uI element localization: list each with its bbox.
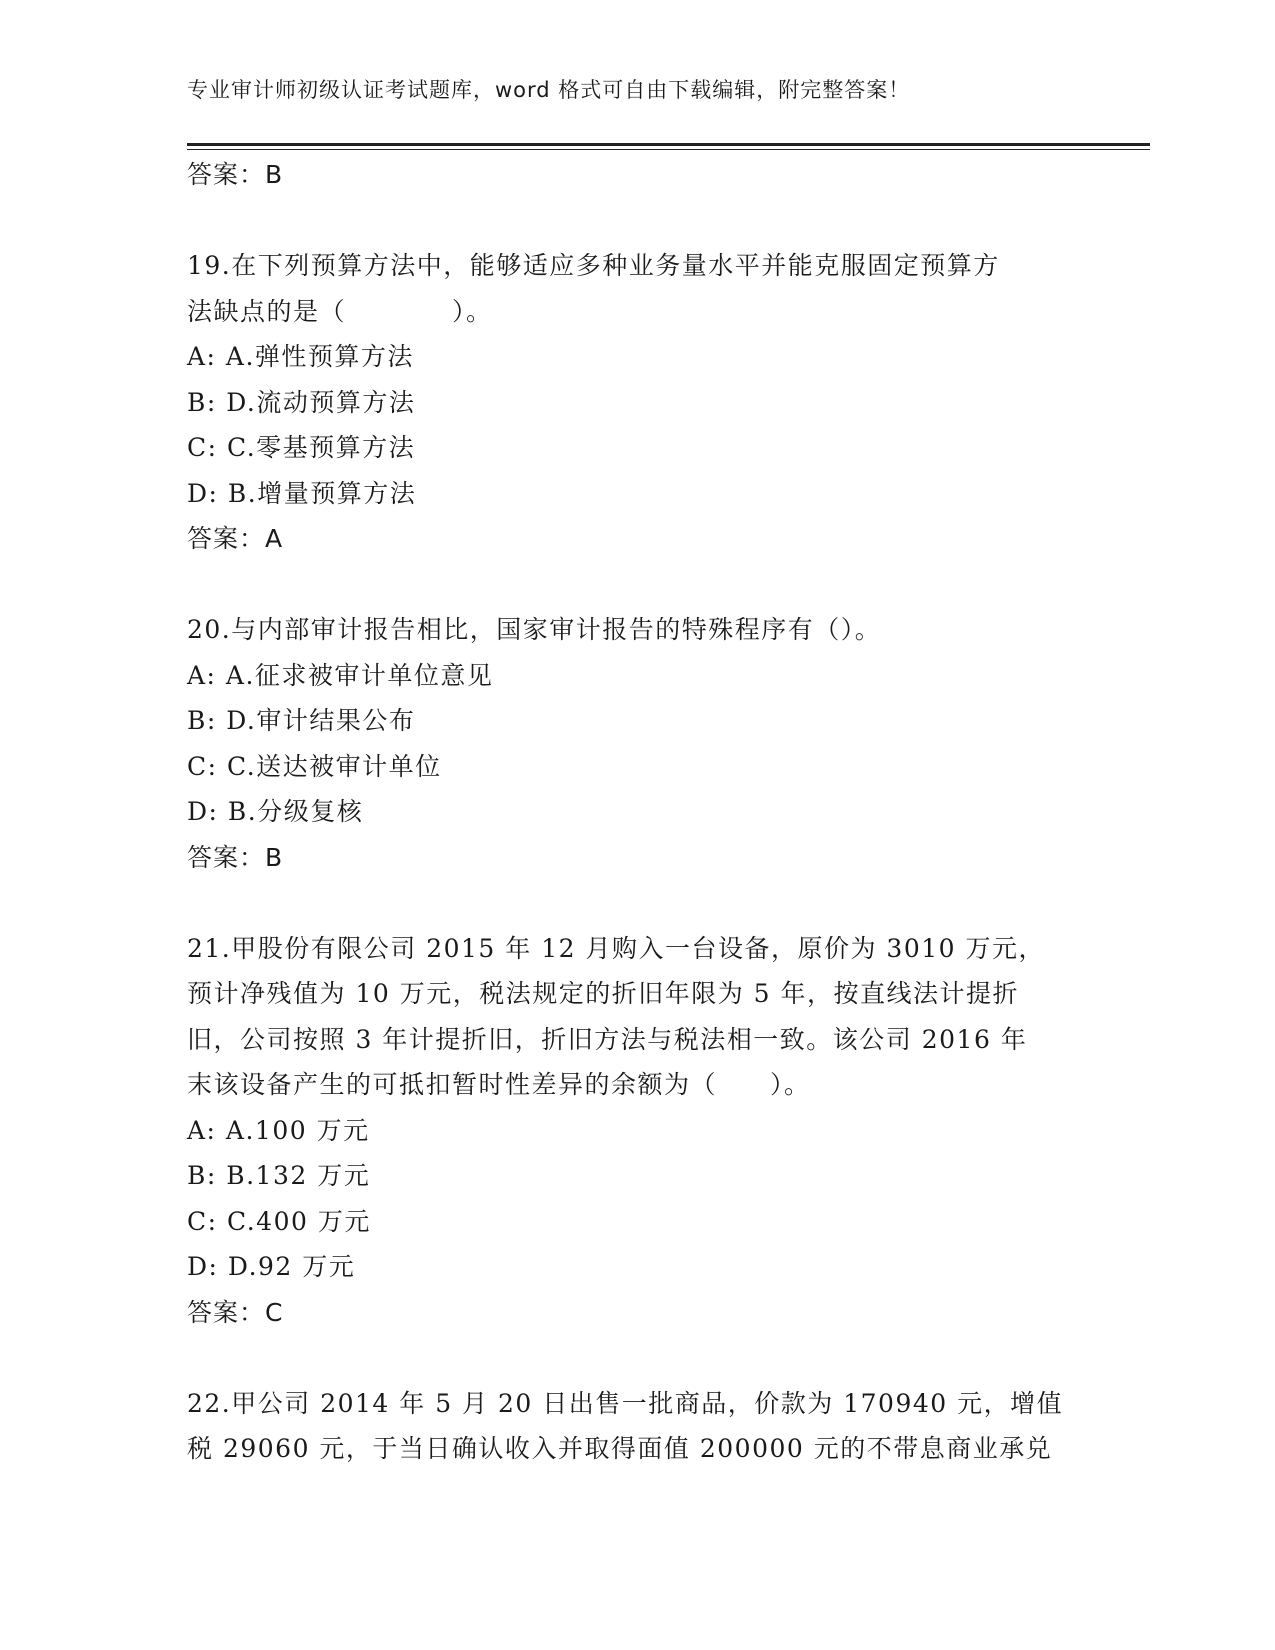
answer-line: 答案：B (187, 160, 284, 189)
question-stem-line: 法缺点的是（ ）。 (187, 296, 493, 326)
option-d: D: B.增量预算方法 (187, 478, 417, 508)
option-b: B: D.审计结果公布 (187, 706, 416, 735)
question-stem-line: 21.甲股份有限公司 2015 年 12 月购入一台设备，原价为 3010 万元， (187, 933, 1045, 963)
question-stem-line: 19.在下列预算方法中，能够适应多种业务量水平并能克服固定预算方 (187, 251, 1000, 280)
option-a: A: A.弹性预算方法 (187, 342, 414, 371)
option-d: D: B.分级复核 (187, 797, 364, 826)
question-21 (187, 926, 1087, 1336)
option-a: A: A.100 万元 (187, 1115, 370, 1145)
spacer (187, 562, 1087, 608)
answer-line: 答案：A (187, 524, 284, 553)
question-stem-line: 税 29060 元，于当日确认收入并取得面值 200000 元的不带息商业承兑 (187, 1434, 1053, 1463)
page-header: 专业审计师初级认证考试题库，word 格式可自由下载编辑，附完整答案！ (187, 78, 911, 102)
spacer (187, 1335, 1087, 1381)
answer-line: 答案：B (187, 842, 284, 872)
option-c: C: C.零基预算方法 (187, 433, 416, 462)
question-stem-line: 末该设备产生的可抵扣暂时性差异的余额为（ ）。 (187, 1070, 811, 1099)
option-c: C: C.400 万元 (187, 1206, 371, 1236)
question-stem-line: 旧，公司按照 3 年计提折旧，折旧方法与税法相一致。该公司 2016 年 (187, 1024, 1028, 1054)
header-rule-thin (187, 149, 1150, 150)
header-rule-thick (187, 143, 1150, 146)
spacer (187, 198, 1087, 244)
question-20 (187, 607, 1087, 880)
option-d: D: D.92 万元 (187, 1252, 356, 1281)
option-c: C: C.送达被审计单位 (187, 751, 442, 781)
question-stem-line: 22.甲公司 2014 年 5 月 20 日出售一批商品，价款为 170940 元，增值 (187, 1388, 1064, 1418)
question-stem-line: 预计净残值为 10 万元，税法规定的折旧年限为 5 年，按直线法计提折 (187, 979, 1020, 1008)
option-a: A: A.征求被审计单位意见 (187, 660, 494, 690)
question-list (187, 152, 1087, 1472)
spacer (187, 880, 1087, 926)
answer-line: 答案：C (187, 1297, 284, 1327)
option-b: B: D.流动预算方法 (187, 387, 416, 417)
question-22 (187, 1381, 1087, 1472)
question-19 (187, 243, 1087, 562)
question-stem-line: 20.与内部审计报告相比，国家审计报告的特殊程序有（）。 (187, 615, 882, 644)
option-b: B: B.132 万元 (187, 1161, 371, 1190)
